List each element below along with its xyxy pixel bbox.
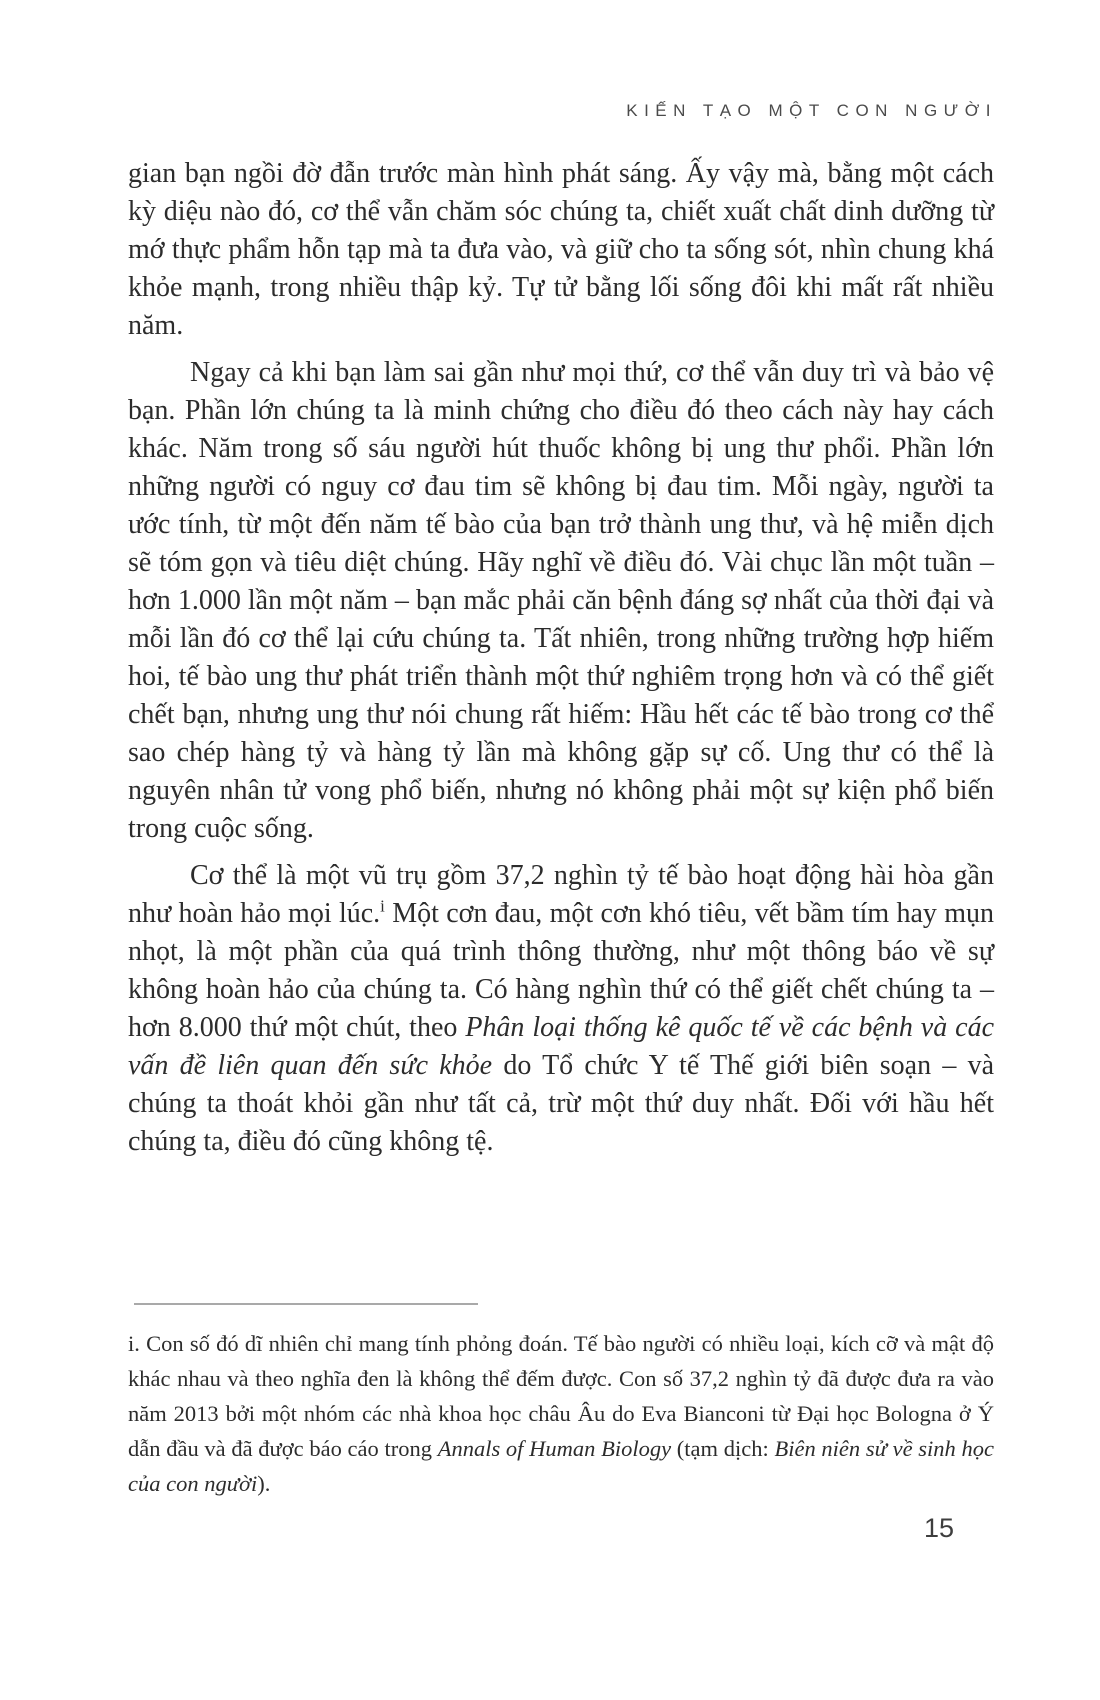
paragraph	[128, 857, 994, 1161]
paragraph	[128, 155, 994, 345]
text-run: (tạm dịch:	[671, 1436, 775, 1461]
text-run: Cơ thể là một vũ trụ gồm 37,2 nghìn tỷ tế bào hoạt động hài hòa gần như hoàn hảo mọi lúc.	[128, 860, 994, 929]
text-run: Ngay cả khi bạn làm sai gần như mọi thứ, cơ thể vẫn duy trì và bảo vệ bạn. Phần lớn chúng ta là minh chứng cho điều đó theo cách này hay cách khác. Năm trong số sáu người hút thuốc không bị ung thư phổi. Phần lớn những người có nguy cơ đau tim sẽ không bị đau tim. Mỗi ngày, người ta ước tính, từ một đến năm tế bào của bạn trở thành ung thư, và hệ miễn dịch sẽ tóm gọn và tiêu diệt chúng. Hãy nghĩ về điều đó. Vài chục lần một tuần – hơn 1.000 lần một năm – bạn mắc phải căn bệnh đáng sợ nhất của thời đại và mỗi lần đó cơ thể lại cứu chúng ta. Tất nhiên, trong những trường hợp hiếm hoi, tế bào ung thư phát triển thành một thứ nghiêm trọng hơn và có thể giết chết bạn, nhưng ung thư nói chung rất hiếm: Hầu hết các tế bào trong cơ thể sao chép hàng tỷ và hàng tỷ lần mà không gặp sự cố. Ung thư có thể là nguyên nhân tử vong phổ biến, nhưng nó không phải một sự kiện phổ biến trong cuộc sống.	[128, 357, 994, 844]
paragraph	[128, 354, 994, 848]
text-run-italic: Annals of Human Biology	[437, 1436, 672, 1461]
footnote-block	[128, 1303, 994, 1501]
text-run: Một cơn đau, một cơn khó tiêu, vết bầm tím hay mụn nhọt, là một phần của quá trình thông thường, như một thông báo về sự không hoàn hảo của chúng ta. Có hàng nghìn thứ có thể giết chết chúng ta – hơn 8.000 thứ một chút, theo	[128, 898, 995, 1043]
footnote-marker: i	[380, 896, 385, 916]
footnote-separator	[134, 1303, 478, 1305]
text-run: do Tổ chức Y tế Thế giới biên soạn – và chúng ta thoát khỏi gần như tất cả, trừ một thứ duy nhất. Đối với hầu hết chúng ta, điều đó cũng không tệ.	[128, 1050, 995, 1157]
page-number: 15	[924, 1513, 955, 1543]
text-run: i. Con số đó dĩ nhiên chỉ mang tính phỏng đoán. Tế bào người có nhiều loại, kích cỡ và mật độ khác nhau và theo nghĩa đen là không thể đếm được. Con số 37,2 nghìn tỷ đã được đưa ra vào năm 2013 bởi một nhóm các nhà khoa học châu Âu do Eva Bianconi từ Đại học Bologna ở Ý dẫn đầu và đã được báo cáo trong	[128, 1331, 994, 1461]
text-run-italic: Phân loại thống kê quốc tế về các bệnh và các vấn đề liên quan đến sức khỏe	[128, 1012, 994, 1081]
footnote	[128, 1326, 994, 1501]
text-run: ).	[257, 1471, 271, 1496]
running-header: KIẾN TẠO MỘT CON NGƯỜI	[626, 101, 997, 120]
text-run: gian bạn ngồi đờ đẫn trước màn hình phát sáng. Ấy vậy mà, bằng một cách kỳ diệu nào đó, cơ thể vẫn chăm sóc chúng ta, chiết xuất chất dinh dưỡng từ mớ thực phẩm hỗn tạp mà ta đưa vào, và giữ cho ta sống sót, nhìn chung khá khỏe mạnh, trong nhiều thập kỷ. Tự tử bằng lối sống đôi khi mất rất nhiều năm.	[128, 158, 994, 341]
text-run-italic: Biên niên sử về sinh học của con người	[128, 1436, 995, 1496]
body-text	[128, 155, 994, 1161]
